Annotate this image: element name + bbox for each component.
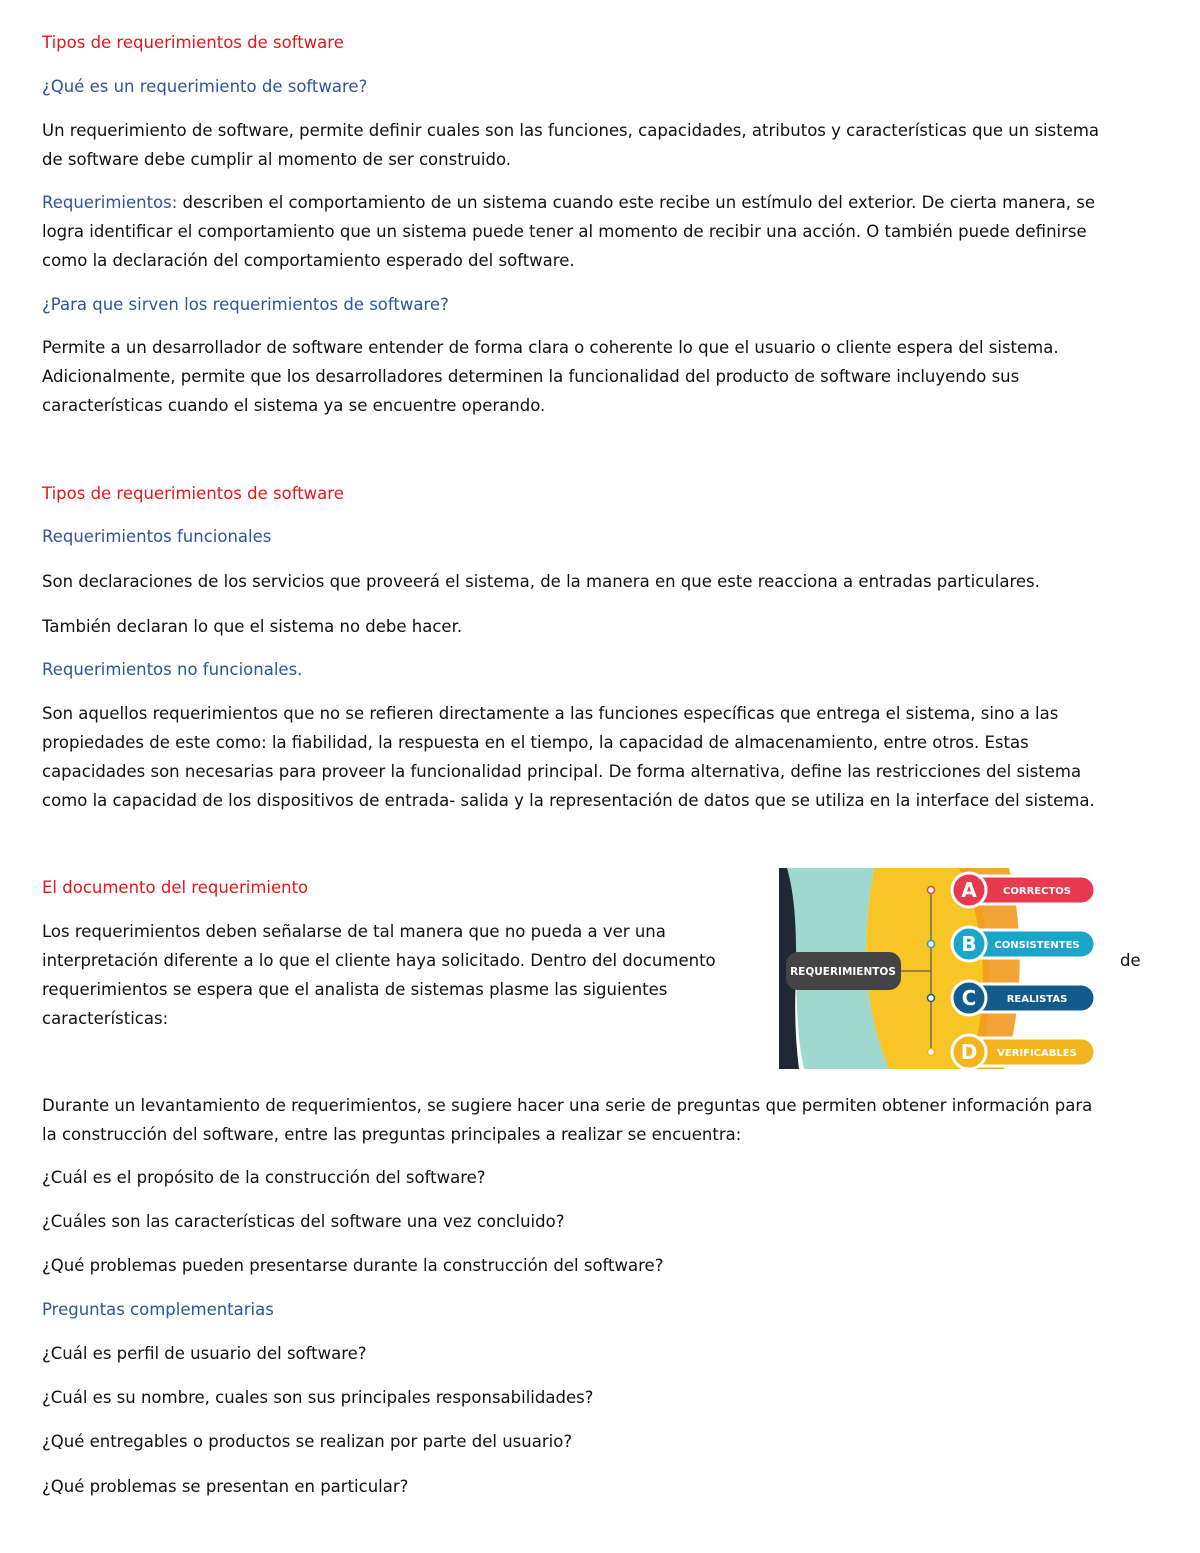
section-heading: Tipos de requerimientos de software <box>42 33 344 52</box>
inline-text: describen el comportamiento de un sistema cuando este recibe un estímulo del exterior. De cierta manera, se <box>177 193 1096 212</box>
paragraph-line: logra identificar el comportamiento que un sistema puede tener al momento de recibir una acción. O también puede definirse <box>42 222 1087 241</box>
question-item: ¿Cuál es el propósito de la construcción del software? <box>42 1168 486 1187</box>
paragraph-line: como la capacidad de los dispositivos de entrada- salida y la representación de datos que se utiliza en la interface del sistema. <box>42 791 1095 810</box>
inline-term-label: Requerimientos: <box>42 193 178 212</box>
paragraph-line: características cuando el sistema ya se encuentre operando. <box>42 396 546 415</box>
paragraph-line: como la declaración del comportamiento esperado del software. <box>42 251 575 270</box>
question-item: ¿Cuáles son las características del software una vez concluido? <box>42 1212 565 1231</box>
connector-dot <box>928 1049 935 1056</box>
item-letter: C <box>961 986 977 1010</box>
paragraph-trailing-word: de <box>1120 951 1141 970</box>
paragraph-line: Un requerimiento de software, permite definir cuales son las funciones, capacidades, atributos y características que un sistema <box>42 121 1100 140</box>
subheading-functional: Requerimientos funcionales <box>42 527 272 546</box>
paragraph-line: propiedades de este como: la fiabilidad, la respuesta en el tiempo, la capacidad de almacenamiento, entre otros. Estas <box>42 733 1029 752</box>
paragraph-line: Permite a un desarrollador de software entender de forma clara o coherente lo que el usuario o cliente espera del sistema. <box>42 338 1059 357</box>
paragraph-line: Son declaraciones de los servicios que proveerá el sistema, de la manera en que este reacciona a entradas particulares. <box>42 572 1040 591</box>
center-label: REQUERIMIENTOS <box>790 966 896 978</box>
question-item: ¿Cuál es su nombre, cuales son sus principales responsabilidades? <box>42 1388 594 1407</box>
paragraph-line: capacidades son necesarias para proveer la funcionalidad principal. De forma alternativa, define las restricciones del sistema <box>42 762 1082 781</box>
question-item: ¿Qué problemas se presentan en particular? <box>42 1477 409 1496</box>
question-item: ¿Qué problemas pueden presentarse durante la construcción del software? <box>42 1256 664 1275</box>
paragraph-line: Durante un levantamiento de requerimientos, se sugiere hacer una serie de preguntas que permiten obtener información para <box>42 1096 1093 1115</box>
question-item: ¿Cuál es perfil de usuario del software? <box>42 1344 367 1363</box>
item-label: CORRECTOS <box>1003 886 1071 897</box>
paragraph-line: características: <box>42 1009 169 1028</box>
diagram-graphic <box>779 868 1101 1069</box>
paragraph-line: de software debe cumplir al momento de ser construido. <box>42 150 512 169</box>
paragraph-line <box>42 188 1095 217</box>
subheading-nonfunctional: Requerimientos no funcionales. <box>42 660 303 679</box>
paragraph-line: Los requerimientos deben señalarse de tal manera que no pueda a ver una <box>42 922 666 941</box>
item-letter: B <box>961 932 977 956</box>
connector-dot <box>928 941 935 948</box>
connector-dot <box>928 887 935 894</box>
item-label: VERIFICABLES <box>997 1048 1077 1059</box>
item-letter: D <box>960 1040 978 1064</box>
section-heading: El documento del requerimiento <box>42 878 309 897</box>
connector-dot <box>928 995 935 1002</box>
paragraph-line: También declaran lo que el sistema no debe hacer. <box>42 617 463 636</box>
paragraph-line: la construcción del software, entre las preguntas principales a realizar se encuentra: <box>42 1125 742 1144</box>
item-label: REALISTAS <box>1006 994 1068 1005</box>
item-letter: A <box>961 878 977 902</box>
subheading-complementary: Preguntas complementarias <box>42 1300 274 1319</box>
subheading-purpose: ¿Para que sirven los requerimientos de software? <box>42 295 449 314</box>
question-item: ¿Qué entregables o productos se realizan por parte del usuario? <box>42 1432 573 1451</box>
subheading-what-is: ¿Qué es un requerimiento de software? <box>42 77 368 96</box>
item-label: CONSISTENTES <box>994 940 1080 951</box>
paragraph-line: Adicionalmente, permite que los desarrolladores determinen la funcionalidad del producto de software incluyendo sus <box>42 367 1020 386</box>
requirements-diagram <box>779 868 1101 1069</box>
paragraph-line: Son aquellos requerimientos que no se refieren directamente a las funciones específicas que entrega el sistema, sino a las <box>42 704 1059 723</box>
section-heading: Tipos de requerimientos de software <box>42 484 344 503</box>
paragraph-line: interpretación diferente a lo que el cliente haya solicitado. Dentro del documento <box>42 951 716 970</box>
paragraph-line: requerimientos se espera que el analista de sistemas plasme las siguientes <box>42 980 668 999</box>
